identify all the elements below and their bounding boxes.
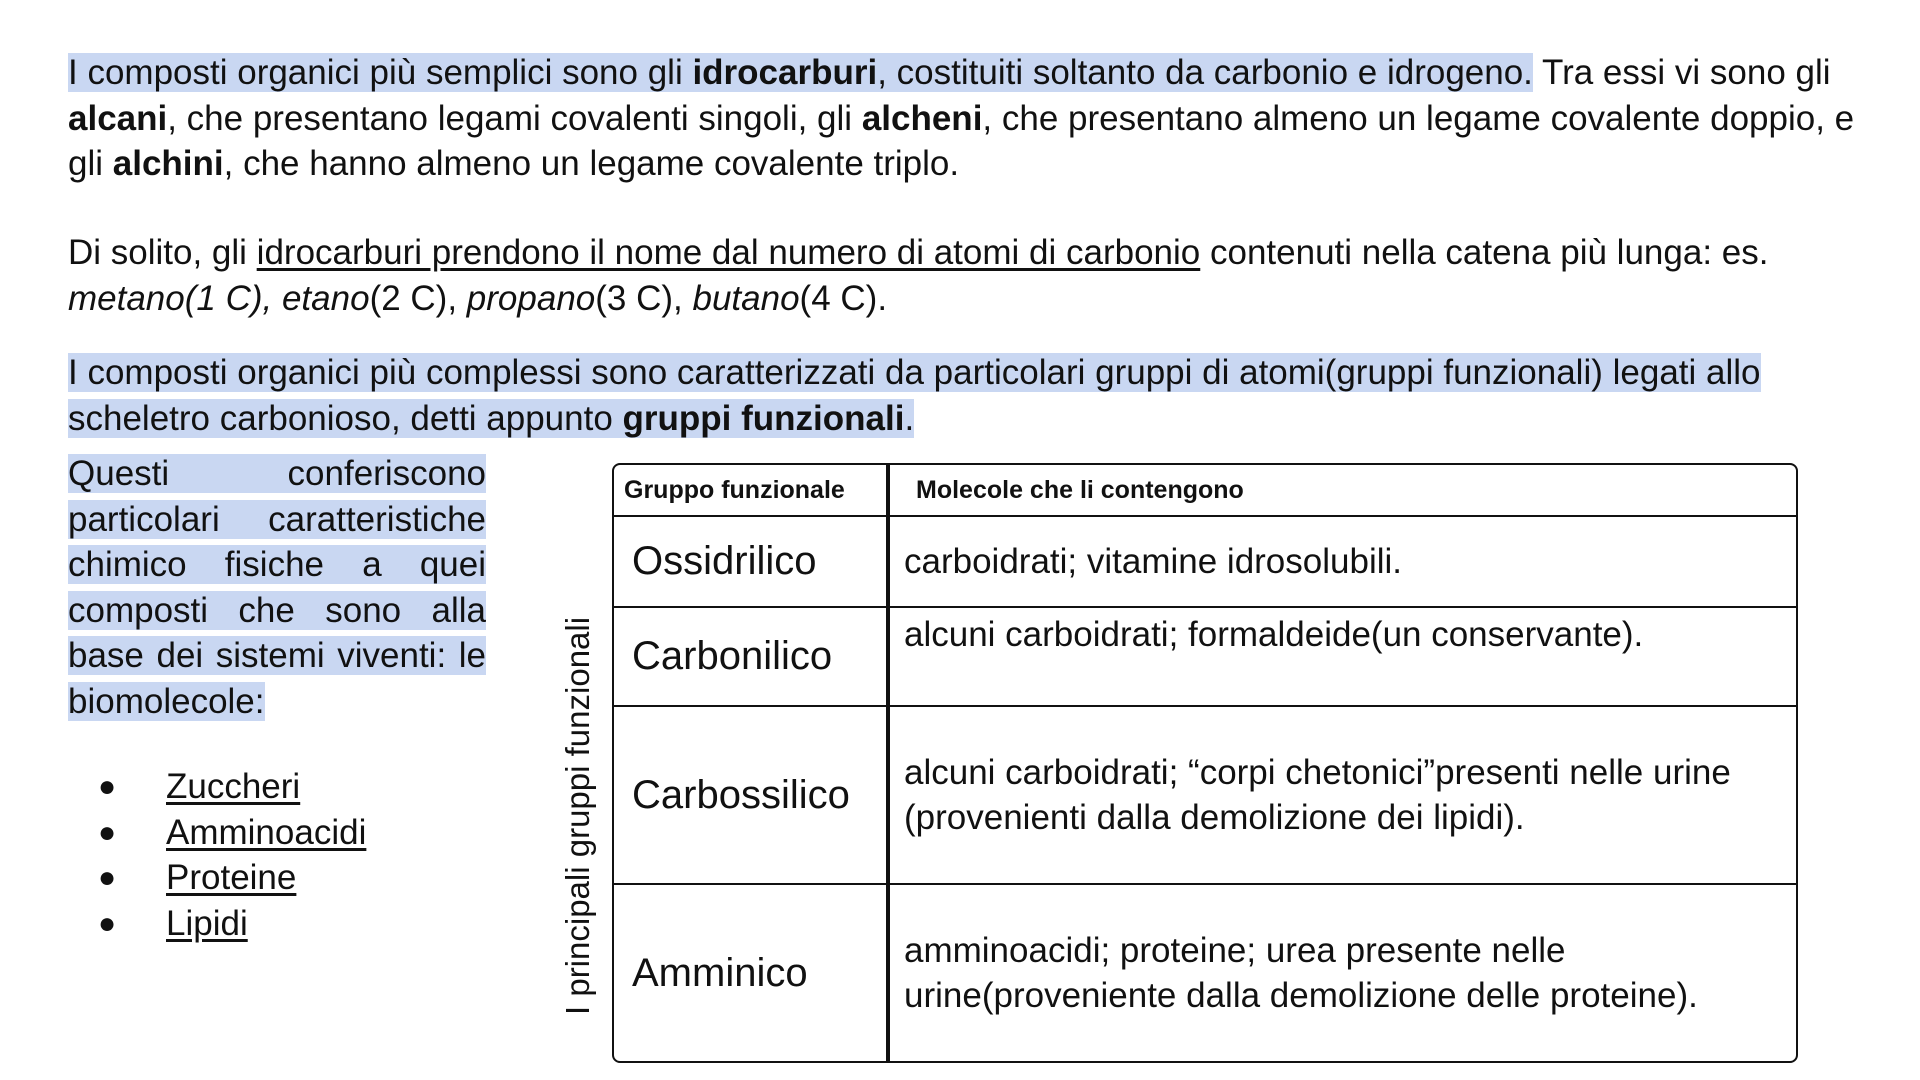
italic-propano: propano — [466, 278, 596, 318]
text-run: , costituiti soltanto da carbonio e idrogeno. — [877, 53, 1533, 92]
link-proteine[interactable]: Proteine — [166, 858, 297, 897]
text-run: Tra essi vi sono gli — [1532, 53, 1831, 92]
list-item — [68, 810, 366, 856]
biomolecule-list — [68, 764, 366, 946]
bold-term-alchini: alchini — [112, 144, 224, 183]
underlined-text: idrocarburi prendono il nome dal numero di atomi di carbonio — [256, 233, 1201, 272]
text-run: , che hanno almeno un legame covalente triplo. — [223, 144, 960, 183]
text-run: I composti organici più complessi sono caratterizzati da particolari gruppi di atomi(gruppi funzionali) legati allo scheletro carbonioso, detti appunto — [68, 353, 1761, 438]
table-row — [614, 516, 1796, 607]
group-cell: Ossidrilico — [614, 516, 888, 607]
text-run: (3 C), — [595, 278, 693, 318]
header-molecole: Molecole che li contengono — [888, 465, 1796, 516]
bold-term-alcheni: alcheni — [861, 98, 983, 138]
link-lipidi[interactable]: Lipidi — [166, 903, 248, 943]
highlighted-side-text: Questi conferiscono particolari caratteristiche chimico fisiche a quei composti che sono alla base dei sistemi viventi: le biomolecole: — [68, 454, 486, 721]
molecules-cell: carboidrati; vitamine idrosolubili. — [888, 516, 1796, 607]
italic-etano: etano — [281, 278, 370, 318]
bold-term-gruppi-funzionali: gruppi funzionali — [622, 398, 905, 438]
text-run: Di solito, gli — [68, 233, 257, 272]
list-item — [68, 901, 366, 947]
highlighted-sentence — [68, 353, 1761, 438]
group-cell: Carbonilico — [614, 607, 888, 706]
text-run: , che presentano almeno un legame covalente doppio, e gli — [68, 98, 1855, 183]
text-run: I composti organici più semplici sono gli — [68, 53, 693, 92]
link-amminoacidi[interactable]: Amminoacidi — [166, 812, 367, 852]
vertical-table-label: I principali gruppi funzionali — [559, 616, 596, 1015]
group-cell: Carbossilico — [614, 706, 888, 884]
molecules-cell: alcuni carboidrati; formaldeide(un conservante). — [888, 607, 1796, 706]
bullet-icon: ● — [98, 770, 117, 803]
paragraph-naming — [68, 230, 1868, 321]
header-gruppo-funzionale: Gruppo funzionale — [614, 465, 888, 516]
table-header-row — [614, 465, 1796, 516]
table-row — [614, 884, 1796, 1061]
highlighted-sentence — [68, 53, 1533, 92]
link-zuccheri[interactable]: Zuccheri — [166, 767, 301, 806]
molecules-cell: amminoacidi; proteine; urea presente nelle urine(proveniente dalla demolizione delle proteine). — [888, 884, 1796, 1061]
text-run: . — [904, 398, 915, 438]
bullet-icon: ● — [98, 815, 117, 849]
side-paragraph-biomolecules — [68, 451, 486, 724]
functional-groups-table — [612, 463, 1798, 1063]
bold-term-alcani: alcani — [68, 98, 168, 138]
text-run: contenuti nella catena più lunga: es. — [1200, 233, 1769, 272]
bullet-icon: ● — [98, 906, 117, 940]
text-run: (2 C), — [369, 278, 467, 318]
text-run: , che presentano legami covalenti singoli, gli — [167, 98, 862, 138]
table-row — [614, 706, 1796, 884]
list-item — [68, 855, 366, 901]
italic-butano: butano — [692, 278, 800, 318]
paragraph-functional-groups — [68, 350, 1868, 441]
paragraph-hydrocarbons — [68, 50, 1868, 187]
bullet-icon: ● — [98, 861, 117, 894]
text-run: (4 C). — [799, 278, 888, 318]
list-item — [68, 764, 366, 810]
group-cell: Amminico — [614, 884, 888, 1061]
bold-term-idrocarburi: idrocarburi — [692, 53, 878, 92]
italic-metano: metano(1 C), — [68, 278, 282, 318]
molecules-cell: alcuni carboidrati; “corpi chetonici”presenti nelle urine (provenienti dalla demolizione dei lipidi). — [888, 706, 1796, 884]
table-row — [614, 607, 1796, 706]
